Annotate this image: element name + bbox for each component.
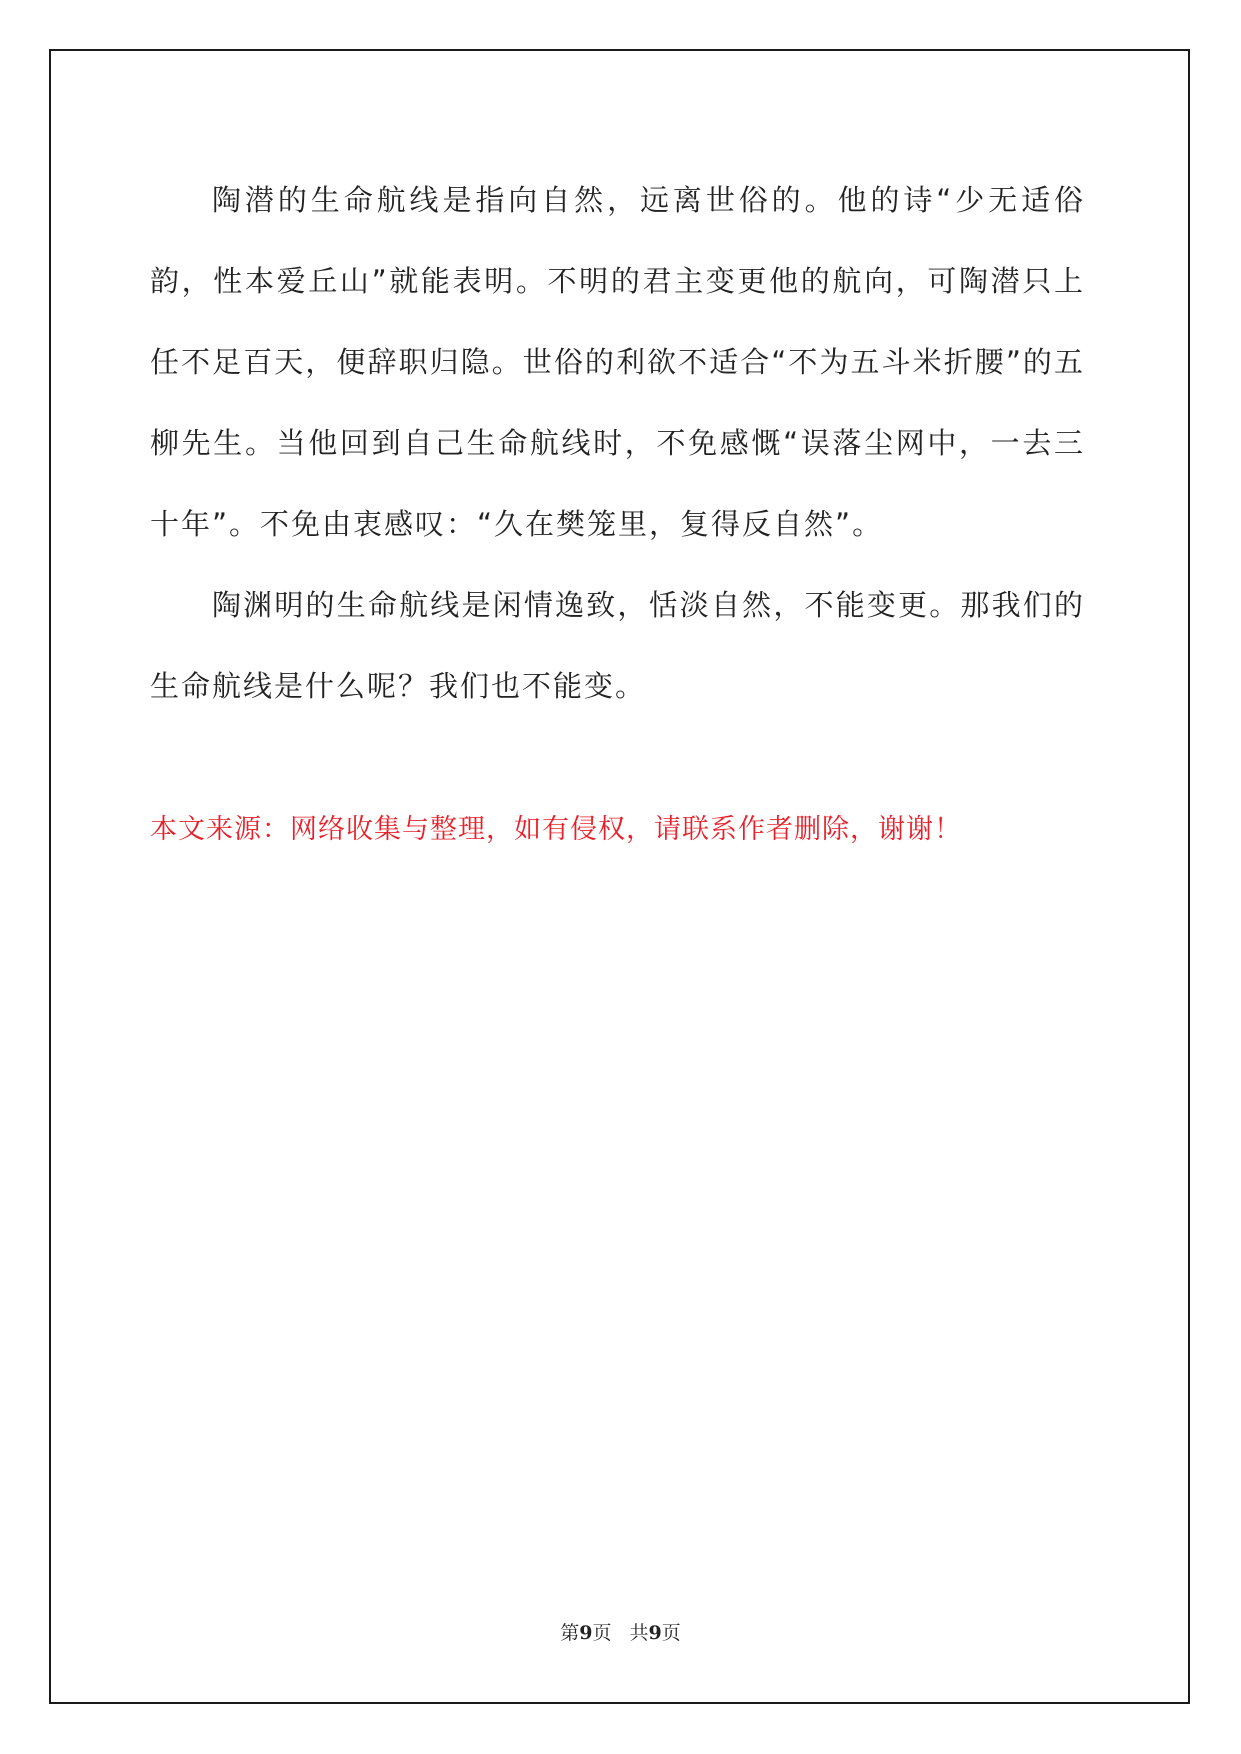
footer-total-suffix: 页	[661, 1622, 681, 1644]
footer-page-number: 9	[579, 1622, 593, 1644]
footer-total-pages: 9	[648, 1622, 662, 1644]
document-body	[150, 160, 1085, 727]
page-footer	[0, 1620, 1241, 1646]
paragraph-2: 陶渊明的生命航线是闲情逸致，恬淡自然，不能变更。那我们的生命航线是什么呢？我们也不能变。	[150, 588, 1085, 703]
footer-page-suffix: 页	[592, 1622, 612, 1644]
footer-page-prefix: 第	[560, 1622, 580, 1644]
source-note: 本文来源：网络收集与整理，如有侵权，请联系作者删除，谢谢！	[150, 814, 962, 845]
footer-total-prefix: 共	[629, 1622, 649, 1644]
paragraph-1: 陶潜的生命航线是指向自然，远离世俗的。他的诗“少无适俗韵，性本爱丘山”就能表明。不明的君主变更他的航向，可陶潜只上任不足百天，便辞职归隐。世俗的利欲不适合“不为五斗米折腰”的五柳先生。当他回到自己生命航线时，不免感慨“误落尘网中，一去三十年”。不免由衷感叹：“久在樊笼里，复得反自然”。	[150, 183, 1085, 541]
